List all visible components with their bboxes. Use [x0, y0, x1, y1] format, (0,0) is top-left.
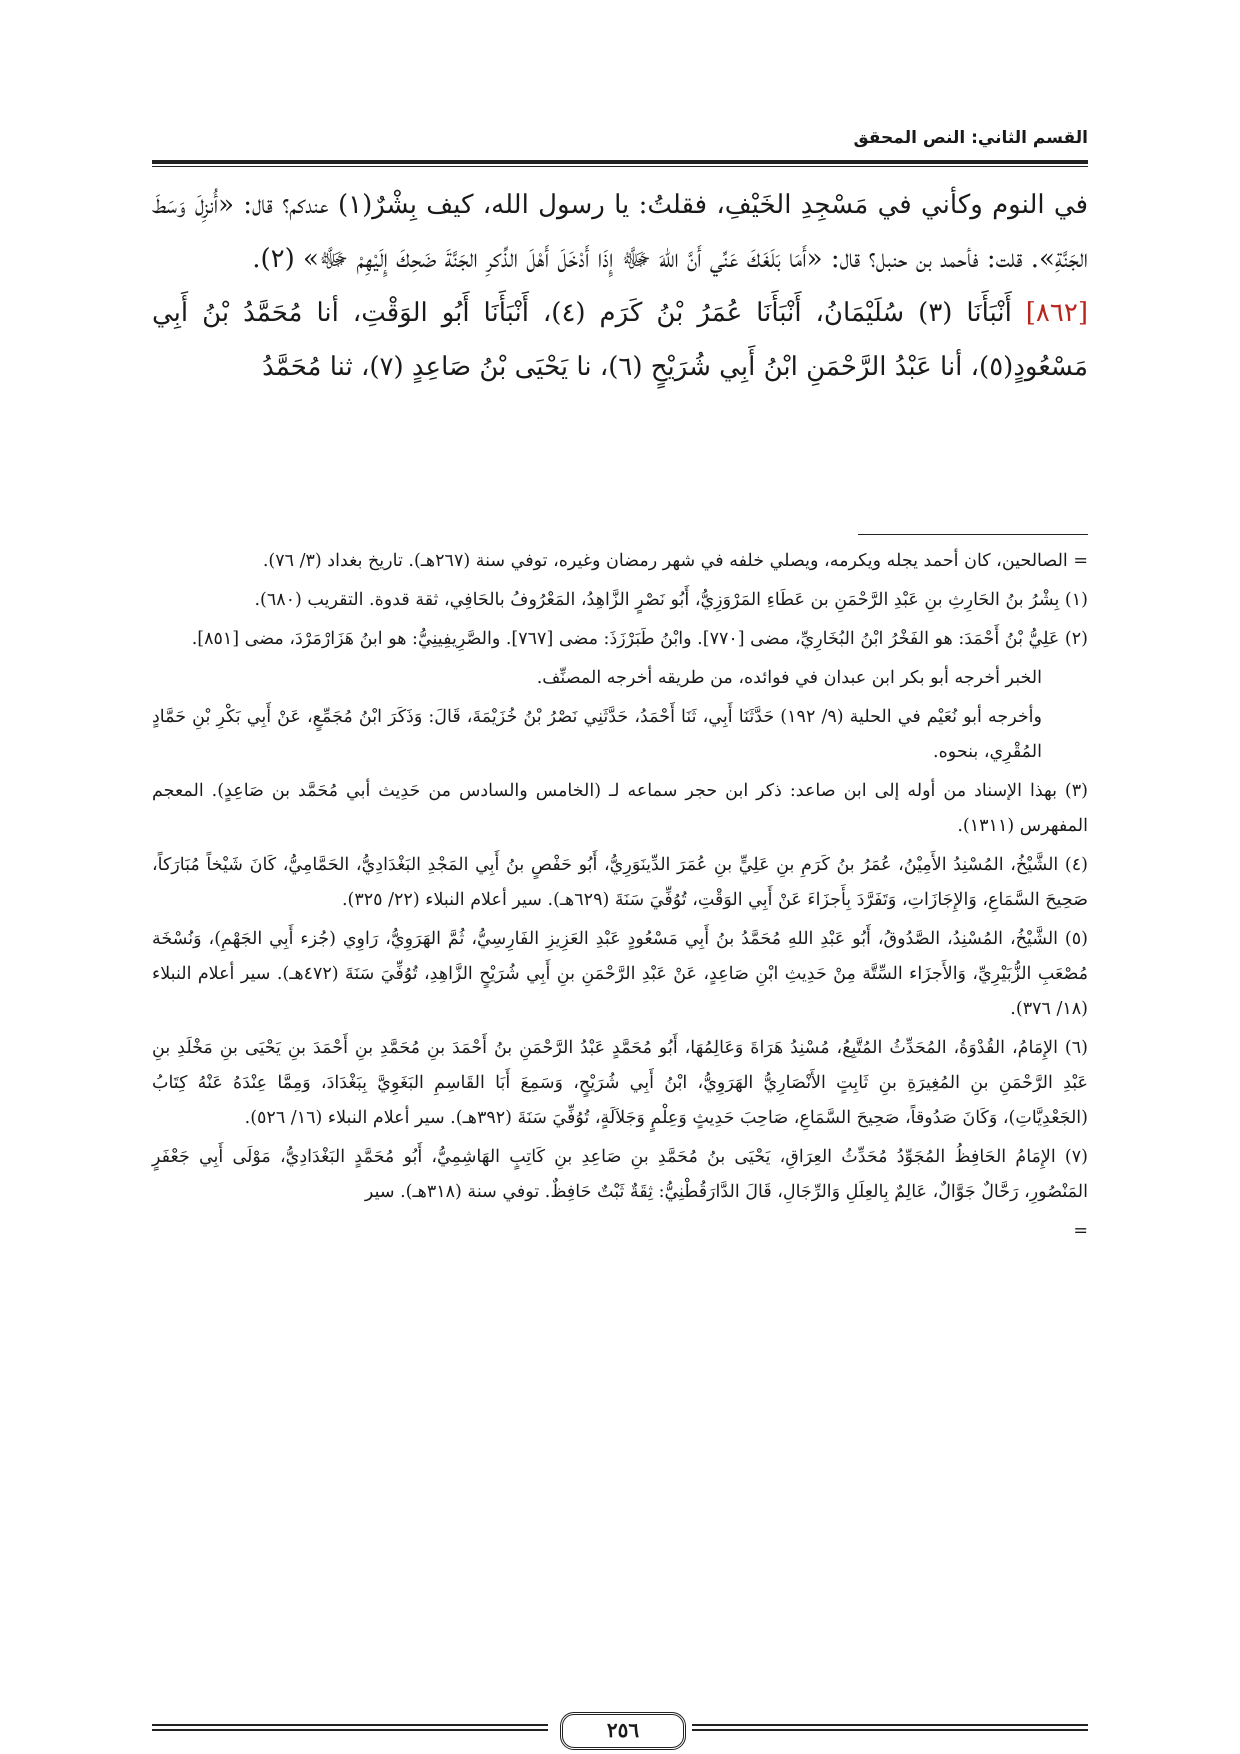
footnotes — [152, 544, 1088, 1253]
footnote-2-takhrij: الخبر أخرجه أبو بكر ابن عبدان في فوائده، من طريقه أخرجه المصنِّف. — [536, 668, 1042, 688]
main-paragraph-2 — [152, 286, 1088, 394]
footer-rule-left-top — [152, 1724, 548, 1726]
main-text — [152, 178, 1088, 394]
header-rule-thick — [152, 160, 1088, 164]
footnote-separator — [858, 534, 1088, 535]
footnote-6: (٦) الإِمَامُ، القُدْوَةُ، المُحَدِّثُ المُتَّبِعُ، مُسْنِدُ هَرَاةَ وَعَالِمُهَا، أَبُو مُحَمَّدٍ عَبْدُ الرَّحْمَنِ بنُ أَحْمَدَ بنِ مُحَمَّدِ بنِ أَحْمَدَ بنِ يَحْيَى بنِ مَخْلَدِ بنِ عَبْدِ الرَّحْمَنِ بنِ المُغِيرَةِ بنِ ثَابِتٍ الأَنْصَارِيُّ الهَرَوِيُّ، ابْنُ أَبِي شُرَيْحٍ، وَسَمِعَ أَبَا القَاسِمِ البَغَوِيَّ بِبَغْدَادَ، وَمِمَّا عِنْدَهُ عَنْهُ كِتَابُ (الجَعْدِيَّاتِ)، وَكَانَ صَدُوقاً، صَحِيحَ السَّمَاعِ، صَاحِبَ حَدِيثٍ وَعِلْمٍ وَجَلاَلَةٍ، تُوُفِّيَ سَنَةَ (٣٩٢هـ). سير أعلام النبلاء (١٦/ ٥٢٦). — [152, 1038, 1088, 1128]
footer-rule-right-bottom — [692, 1729, 1088, 1731]
footnote-4: (٤) الشَّيْخُ، المُسْنِدُ الأَمِيْنُ، عُمَرُ بنُ كَرَمِ بنِ عَلِيٍّ بنِ عُمَرَ الدِّينَوَرِيُّ، أَبُو حَفْصٍ بنُ أَبِي المَجْدِ البَغْدَادِيُّ، الحَمَّامِيُّ، كَانَ شَيْخاً مُبَارَكاً، صَحِيحَ السَّمَاعِ، وَالإِجَازَاتِ، وَتَفَرَّدَ بِأَجزَاءَ عَنْ أَبِي الوَقْتِ، تُوُفِّيَ سَنَةَ (٦٢٩هـ). سير أعلام النبلاء (٢٢/ ٣٢٥). — [152, 855, 1088, 910]
footnote-continues-mark: = — [1073, 1221, 1088, 1241]
footnote-2-takhrij-2: وأخرجه أبو نُعَيْم في الحلية (٩/ ١٩٢) حَدَّثَنَا أَبِي، ثَنَا أَحْمَدُ، حَدَّثَنِي نَصْرُ بْنُ خُزَيْمَةَ، قَالَ: وَذَكَرَ ابْنُ مُجَمِّعٍ، عَنْ أَبِي بَكْرِ بْنِ حَمَّادٍ المُقْرِي، بنحوه. — [152, 707, 1042, 762]
footnote-1: (١) بِشْرُ بنُ الحَارِثِ بنِ عَبْدِ الرَّحْمَنِ بن عَطَاءِ المَرْوَزِيُّ، أَبُو نَصْرٍ الزَّاهِدُ، المَعْرُوفُ بالحَافِي، ثقة قدوة. التقريب (٦٨٠). — [254, 590, 1088, 610]
running-header: القسم الثاني: النص المحقق — [853, 128, 1088, 148]
footnote-7: (٧) الإِمَامُ الحَافِظُ المُجَوِّدُ مُحَدِّثُ العِرَاقِ، يَحْيَى بنُ مُحَمَّدِ بنِ صَاعِدِ بنِ كَاتِبٍ الهَاشِمِيُّ، أَبُو مُحَمَّدٍ البَغْدَادِيُّ، مَوْلَى أَبِي جَعْفَرٍ المَنْصُورِ، رَحَّالٌ جَوَّالٌ، عَالِمٌ بِالعِلَلِ وَالرِّجَالِ، قَالَ الدَّارَقُطْنِيُّ: ثِقَةٌ ثَبْتٌ حَافِظٌ. توفي سنة (٣١٨هـ). سير — [152, 1147, 1088, 1202]
footer-rule-left-bottom — [152, 1729, 548, 1731]
page-footer — [152, 1712, 1088, 1752]
footnote-continuation: = الصالحين، كان أحمد يجله ويكرمه، ويصلي خلفه في شهر رمضان وغيره، توفي سنة (٢٦٧هـ). تاريخ بغداد (٣/ ٧٦). — [262, 551, 1088, 571]
main-paragraph-1: في النوم وكأني في مَسْجِدِ الخَيْفِ، فقلتُ: يا رسول الله، كيف بِشْرٌ(١) عندكم؟ قال: «أُنزِلَ وَسَطَ الجَنَّةِ». قلت: فأحمد بن حنبل؟ قال: «أَمَا بَلَغَكَ عَنِّي أَنَّ اللهَ ﷻ إِذَا أَدْخَلَ أَهْلَ الذِّكرِ الجَنَّةَ ضَحِكَ إِلَيْهِمْ ﷻ» (٢). — [152, 190, 1089, 274]
footnote-2: (٢) عَلِيُّ بْنُ أَحْمَدَ: هو الفَخْرُ ابْنُ البُخَارِيِّ، مضى [٧٧٠]. وابْنُ طَبَرْزَذَ: مضى [٧٦٧]. والصَّرِيفِينِيُّ: هو ابنُ هَزَارْمَرْدَ، مضى [٨٥١]. — [191, 629, 1088, 649]
footnote-3: (٣) بهذا الإسناد من أوله إلى ابن صاعد: ذكر ابن حجر سماعه لـ (الخامس والسادس من حَدِيث أبي مُحَمَّد بن صَاعِدٍ). المعجم المفهرس (١٣١١). — [152, 781, 1088, 836]
footer-rule-right-top — [692, 1724, 1088, 1726]
page-number: ٢٥٦ — [560, 1712, 686, 1750]
header-rule-thin — [152, 166, 1088, 167]
isnad-text: أَنْبَأَنَا (٣) سُلَيْمَانُ، أَنْبَأَنَا عُمَرُ بْنُ كَرَم (٤)، أَنْبَأَنَا أَبُو الوَقْتِ، أنا مُحَمَّدُ بْنُ أَبِي مَسْعُودٍ(٥)، أنا عَبْدُ الرَّحْمَنِ ابْنُ أَبِي شُرَيْحٍ (٦)، نا يَحْيَى بْنُ صَاعِدٍ (٧)، ثنا مُحَمَّدُ — [152, 298, 1088, 382]
hadith-number: [٨٦٢] — [1025, 298, 1088, 328]
footnote-5: (٥) الشَّيْخُ، المُسْنِدُ، الصَّدُوقُ، أَبُو عَبْدِ اللهِ مُحَمَّدُ بنُ أَبِي مَسْعُودٍ عَبْدِ العَزِيزِ الفَارِسِيُّ، ثُمَّ الهَرَوِيُّ، رَاوِي (جُزء أَبِي الجَهْمِ)، وَنُسْخَة مُصْعَبِ الزُّبَيْرِيِّ، وَالأَجزَاء السِّتَّة مِنْ حَدِيثِ ابْنِ صَاعِدٍ، عَنْ عَبْدِ الرَّحْمَنِ بنِ أَبِي شُرَيْحٍ الزَّاهِدِ، تُوُفِّيَ سَنَةَ (٤٧٢هـ). سير أعلام النبلاء (١٨/ ٣٧٦). — [152, 929, 1088, 1019]
